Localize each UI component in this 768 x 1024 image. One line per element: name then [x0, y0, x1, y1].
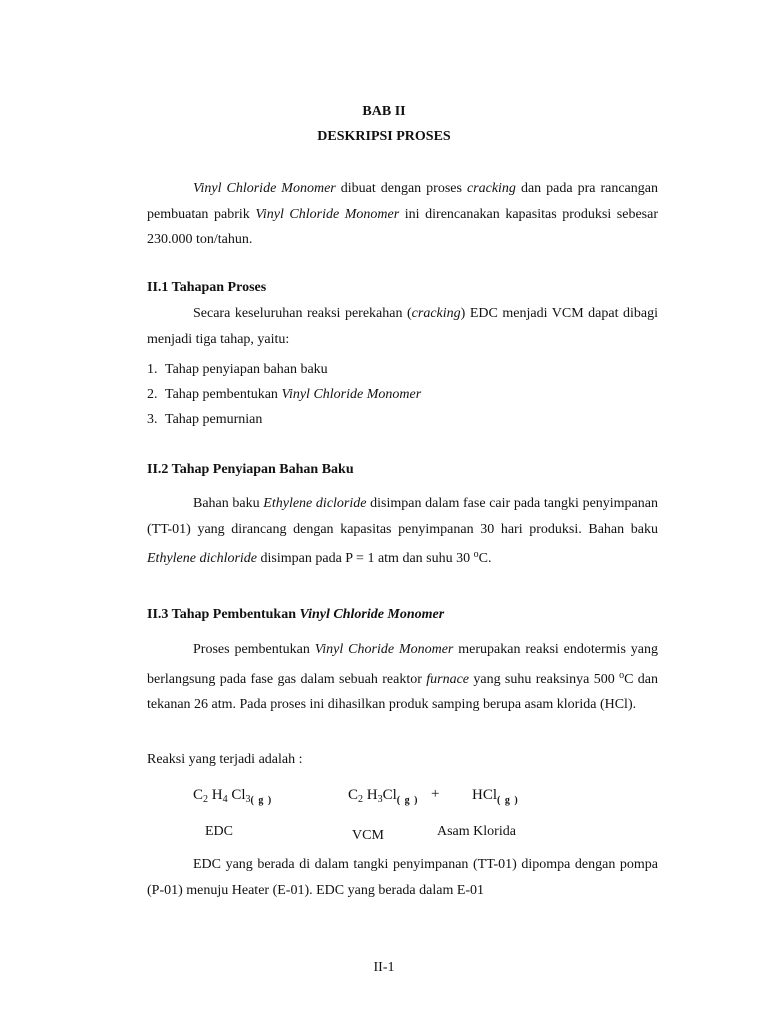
section-3-paragraph	[147, 637, 658, 718]
intro-text-6: ini direncanakan kapasitas produksi sebesar 230.000 ton/tahun.	[147, 206, 659, 247]
intro-text-2: dibuat dengan proses	[335, 181, 467, 196]
list-item	[147, 362, 328, 378]
reactant-formula	[193, 787, 272, 806]
sec1-text-3: ) EDC menjadi VCM dapat dibagi menjadi tiga tahap, yaitu:	[147, 306, 658, 347]
formula-subscript: 4	[222, 794, 228, 805]
section-heading-3	[147, 607, 444, 623]
list-item-italic: Vinyl Chloride Monomer	[281, 387, 422, 402]
intro-paragraph	[147, 176, 658, 253]
list-item-number: 1.	[147, 362, 158, 377]
degree-symbol: o	[619, 669, 625, 681]
section-heading-3-text: II.3 Tahap Pembentukan	[147, 607, 300, 622]
list-item-number: 3.	[147, 412, 158, 427]
sec2-text-1: Bahan baku	[193, 496, 264, 511]
list-item-text: Tahap penyiapan bahan baku	[165, 362, 328, 377]
plus-sign: +	[431, 786, 440, 802]
intro-italic-1: Vinyl Chloride Monomer	[193, 181, 336, 196]
formula-part: H	[208, 787, 223, 803]
intro-text-4: dan pada pra rancangan pembuatan pabrik	[147, 181, 658, 222]
formula-part: Cl	[227, 787, 246, 803]
sec2-text-5: disimpan pada P = 1 atm dan suhu 30	[257, 551, 474, 566]
sec2-text-6: C.	[478, 551, 492, 566]
section-heading-2: II.2 Tahap Penyiapan Bahan Baku	[147, 462, 354, 477]
sec1-italic-2: cracking	[411, 306, 461, 321]
formula-part: HCl	[472, 787, 498, 803]
formula-part: H	[363, 787, 378, 803]
product-formula-vcm	[348, 787, 418, 806]
list-item-text: Tahap pembentukan	[165, 387, 282, 402]
formula-subscript: 2	[203, 794, 209, 805]
formula-subscript: 2	[358, 794, 364, 805]
section-1-paragraph	[147, 301, 658, 352]
list-item-text: Tahap pemurnian	[165, 412, 263, 427]
list-item	[147, 387, 421, 403]
degree-symbol: o	[473, 549, 479, 560]
list-item-number: 2.	[147, 387, 158, 402]
intro-italic-5: Vinyl Chloride Monomer	[255, 206, 400, 222]
list-item	[147, 412, 262, 428]
label-edc: EDC	[205, 824, 233, 839]
sec3-text-6: C dan tekanan 26 atm. Pada proses ini dihasilkan produk samping berupa asam klorida (HCl).	[147, 671, 658, 712]
phase-label: ( g )	[497, 795, 519, 806]
chapter-title: DESKRIPSI PROSES	[317, 129, 451, 144]
sec3-text-5: yang suhu reaksinya 500	[469, 671, 620, 687]
label-vcm: VCM	[352, 828, 384, 840]
closing-paragraph	[147, 852, 658, 903]
formula-subscript: 3	[245, 794, 251, 805]
phase-label: ( g )	[250, 795, 273, 806]
sec3-italic-2: Vinyl Choride Monomer	[314, 642, 454, 657]
phase-label: ( g )	[396, 795, 419, 806]
intro-italic-3: cracking	[466, 181, 516, 196]
section-heading-3-italic: Vinyl Chloride Monomer	[299, 607, 445, 622]
section-heading-1: II.1 Tahapan Proses	[147, 280, 267, 295]
sec3-text-1: Proses pembentukan	[193, 642, 315, 657]
formula-part: Cl	[382, 787, 397, 803]
chapter-number: BAB II	[362, 104, 406, 119]
formula-part: C	[193, 787, 204, 803]
sec2-italic-4: Ethylene dichloride	[147, 551, 258, 566]
reaction-intro: Reaksi yang terjadi adalah :	[147, 752, 303, 767]
formula-subscript: 3	[377, 794, 383, 805]
sec1-text-1: Secara keseluruhan reaksi perekahan (	[193, 306, 412, 321]
closing-text: EDC yang berada di dalam tangki penyimpanan (TT-01) dipompa dengan pompa (P-01) menuju Heater (E-01). EDC yang berada dalam E-01	[147, 857, 658, 898]
product-formula-hcl	[472, 787, 519, 806]
formula-part: C	[348, 787, 359, 803]
sec2-text-3: disimpan dalam fase cair pada tangki penyimpanan (TT-01) yang dirancang dengan kapasitas penyimpanan 30 hari produksi. Bahan baku	[147, 496, 658, 537]
sec3-italic-4: furnace	[426, 671, 470, 687]
page-number: II-1	[373, 960, 395, 975]
sec3-text-3: merupakan reaksi endotermis yang berlangsung pada fase gas dalam sebuah reaktor	[147, 642, 658, 687]
label-hcl: Asam Klorida	[437, 824, 516, 839]
sec2-italic-2: Ethylene dicloride	[263, 496, 367, 511]
section-2-paragraph	[147, 491, 658, 572]
